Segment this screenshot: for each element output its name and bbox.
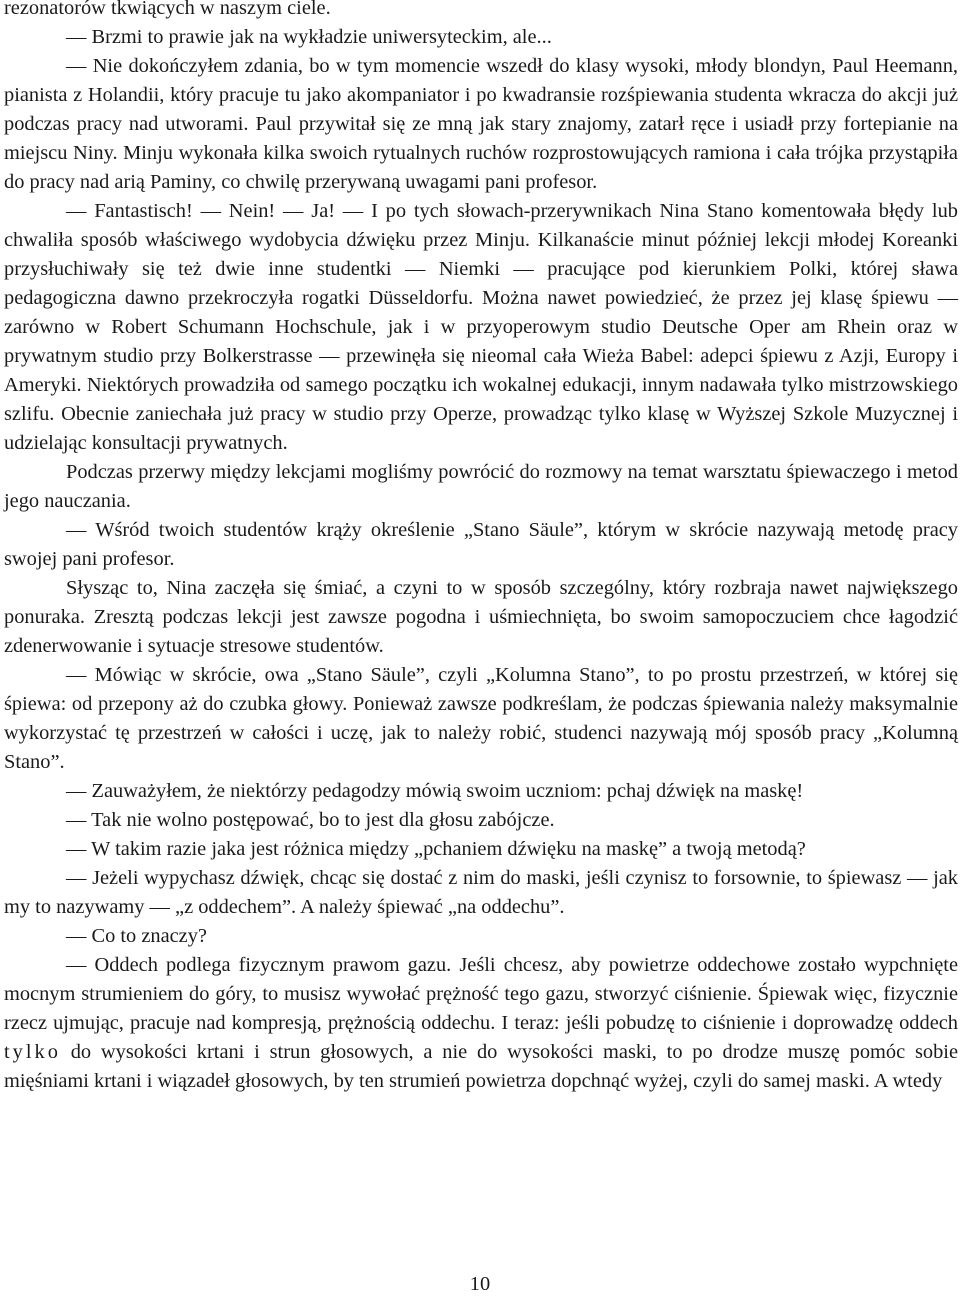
paragraph: — Fantastisch! — Nein! — Ja! — I po tych słowach-przerywnikach Nina Stano komentowała błędy lub chwaliła sposób właściwego wydobycia dźwięku przez Minju. Kilkanaście minut później lekcji młodej Koreanki przysłuchiwały się też dwie inne studentki — Niemki — pracujące pod kierunkiem Polki, której sława pedagogiczna dawno przekroczyła rogatki Düsseldorfu. Można nawet powiedzieć, że przez jej klasę śpiewu — zarówno w Robert Schumann Hochschule, jak i w przyoperowym studio Deutsche Oper am Rhein oraz w prywatnym studio przy Bolkerstrasse — przewinęła się nieomal cała Wieża Babel: adepci śpiewu z Azji, Europy i Ameryki. Niektórych prowadziła od samego początku ich wokalnej edukacji, innym nadawała tylko mistrzowskiego szlifu. Obecnie zaniechała już pracy w studio przy Operze, prowadząc tylko klasę w Wyższej Szkole Muzycznej i udzielając konsultacji prywatnych.	[4, 200, 958, 454]
paragraph-last	[4, 951, 958, 1096]
paragraph: Słysząc to, Nina zaczęła się śmiać, a czyni to w sposób szczególny, który rozbraja nawet największego ponuraka. Zresztą podczas lekcji jest zawsze pogodna i uśmiechnięta, bo swoim samopoczuciem chce łagodzić zdenerwowanie i sytuacje stresowe studentów.	[4, 577, 958, 657]
page-body	[4, 0, 958, 1096]
paragraph-text-before: — Oddech podlega fizycznym prawom gazu. Jeśli chcesz, aby powietrze oddechowe zostało wypchnięte mocnym strumieniem do góry, to musisz wywołać prężność tego gazu, stworzyć ciśnienie. Śpiewak więc, fizycznie rzecz ujmując, pracuje nad kompresją, prężnością oddechu. I teraz: jeśli pobudzę to ciśnienie i doprowadzę oddech	[4, 954, 958, 1034]
paragraph: — Tak nie wolno postępować, bo to jest dla głosu zabójcze.	[66, 809, 555, 831]
paragraph: Podczas przerwy między lekcjami mogliśmy powrócić do rozmowy na temat warsztatu śpiewaczego i metod jego nauczania.	[4, 461, 958, 512]
paragraph-text-after: do wysokości krtani i strun głosowych, a nie do wysokości maski, to po drodze muszę pomóc sobie mięśniami krtani i wiązadeł głosowych, by ten strumień powietrza dopchnąć wyżej, czyli do samej maski. A wtedy	[4, 1041, 958, 1092]
page-number: 10	[469, 1273, 491, 1295]
spaced-emphasis: tylko	[4, 1041, 61, 1063]
paragraph: — Co to znaczy?	[66, 925, 207, 947]
paragraph: — Brzmi to prawie jak na wykładzie uniwersyteckim, ale...	[66, 26, 552, 48]
paragraph: — Jeżeli wypychasz dźwięk, chcąc się dostać z nim do maski, jeśli czynisz to forsownie, to śpiewasz — jak my to nazywamy — „z oddechem”. A należy śpiewać „na oddechu”.	[4, 867, 958, 918]
paragraph: — Nie dokończyłem zdania, bo w tym momencie wszedł do klasy wysoki, młody blondyn, Paul Heemann, pianista z Holandii, który pracuje tu jako akompaniator i po kwadransie rozśpiewania studenta wkracza do akcji już podczas pracy nad utworami. Paul przywitał się ze mną jak stary znajomy, zatarł ręce i usiadł przy fortepianie na miejscu Niny. Minju wykonała kilka swoich rytualnych ruchów rozprostowujących ramiona i cała trójka przystąpiła do pracy nad arią Paminy, co chwilę przerywaną uwagami pani profesor.	[4, 55, 958, 193]
paragraph: — Mówiąc w skrócie, owa „Stano Säule”, czyli „Kolumna Stano”, to po prostu przestrzeń, w której się śpiewa: od przepony aż do czubka głowy. Ponieważ zawsze podkreślam, że podczas śpiewania należy maksymalnie wykorzystać tę przestrzeń w całości i uczę, jak to należy robić, studenci nazywają mój sposób pracy „Kolumną Stano”.	[4, 664, 958, 773]
paragraph: — Wśród twoich studentów krąży określenie „Stano Säule”, którym w skrócie nazywają metodę pracy swojej pani profesor.	[4, 519, 958, 570]
paragraph-continuation: rezonatorów tkwiących w naszym ciele.	[4, 0, 331, 19]
paragraph: — Zauważyłem, że niektórzy pedagodzy mówią swoim uczniom: pchaj dźwięk na maskę!	[66, 780, 804, 802]
paragraph: — W takim razie jaka jest różnica między „pchaniem dźwięku na maskę” a twoją metodą?	[66, 838, 806, 860]
